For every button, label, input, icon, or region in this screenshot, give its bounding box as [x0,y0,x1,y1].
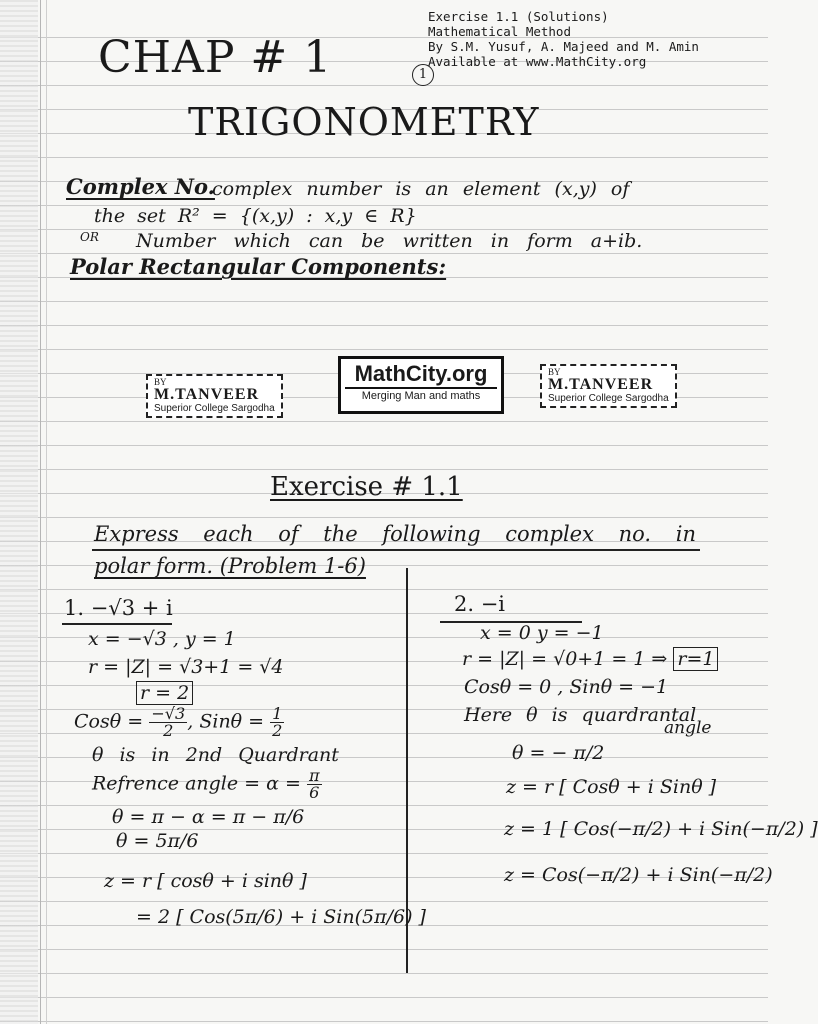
p1-line-10: = 2 [ Cos(5π/6) + i Sin(5π/6) ] [136,906,426,928]
complex-line-2: the set R² = {(x,y) : x,y ∈ R} [94,205,417,227]
stamp-left-by: BY [154,377,167,387]
p2-line-1: x = 0 y = −1 [480,622,604,644]
stamp-right-by: BY [548,367,561,377]
instruction-underline [92,549,700,551]
page-title: TRIGONOMETRY [188,100,540,144]
p2-line-8: z = Cos(−π/2) + i Sin(−π/2) [504,864,773,886]
page-number: 1 [412,64,434,86]
header-block [428,9,699,69]
p2-line-2 [462,648,718,670]
logo-tagline: Merging Man and maths [345,387,497,403]
p1-ref-label: Refrence angle = α = [92,772,307,795]
p1-line-2: r = |Z| = √3+1 = √4 [88,656,284,678]
stamp-left [146,374,283,418]
instruction-line-2: polar form. (Problem 1-6) [94,554,366,578]
p2-line-7: z = 1 [ Cos(−π/2) + i Sin(−π/2) ] [504,818,818,840]
p1-line-4 [74,706,284,739]
p1-ref-den: 6 [309,783,320,803]
stamp-right-college: Superior College Sargodha [548,393,669,404]
p2-line-4: Here θ is quardrantal [464,704,697,726]
p1-ref-num: π [308,766,320,785]
stamp-right-name: M.TANVEER [548,376,654,393]
p2-result-box: r=1 [673,647,718,671]
exercise-heading: Exercise # 1.1 [270,472,463,502]
p1-line-6 [92,768,322,801]
p2-line-3: Cosθ = 0 , Sinθ = −1 [464,676,669,698]
p1-line-1: x = −√3 , y = 1 [88,628,236,650]
problem-1-underline [62,623,172,625]
header-line-2: Mathematical Method [428,24,571,39]
stamp-right [540,364,677,408]
margin-line [40,0,41,1024]
p2-line-6: z = r [ Cosθ + i Sinθ ] [506,776,717,798]
p2-line-5: θ = − π/2 [512,742,605,764]
mathcity-logo [338,356,504,414]
p1-sin-den: 2 [272,721,283,741]
p1-line-8: θ = 5π/6 [116,830,199,852]
margin-line-inner [46,0,47,1024]
problem-1-label: 1. −√3 + i [64,596,173,620]
logo-title: MathCity.org [354,361,488,386]
p2-line-4b: angle [664,718,712,738]
chapter-title: CHAP # 1 [98,32,333,83]
p2-r-calc: r = |Z| = √0+1 = 1 ⇒ [462,648,668,670]
p1-result-box: r = 2 [136,681,193,705]
p1-cos-num: −√3 [151,704,186,723]
p1-line-9: z = r [ cosθ + i sinθ ] [104,870,307,892]
p1-cos-fraction [149,706,187,739]
p1-ref-fraction [307,768,322,801]
header-line-3: By S.M. Yusuf, A. Majeed and M. Amin [428,39,699,54]
p1-line-5: θ is in 2nd Quardrant [92,744,339,766]
p1-cos-label: Cosθ = [74,710,150,733]
p1-cos-den: 2 [163,721,174,741]
or-label: OR [80,230,99,244]
scan-shadow [0,0,38,1024]
complex-line-1: complex number is an element (x,y) of [212,178,630,200]
polar-heading: Polar Rectangular Components: [70,254,447,279]
stamp-left-college: Superior College Sargodha [154,403,275,414]
header-line-4: Available at www.MathCity.org [428,54,647,69]
stamp-left-name: M.TANVEER [154,386,260,403]
instruction-line-1: Express each of the following complex no. in [94,522,697,546]
p1-sin-fraction [270,706,284,739]
header-line-1: Exercise 1.1 (Solutions) [428,9,609,24]
p1-sin-label: , Sinθ = [187,710,271,733]
problem-2-label: 2. −i [454,592,506,616]
p1-line-7: θ = π − α = π − π/6 [112,806,305,828]
complex-line-3: Number which can be written in form a+ib. [136,230,643,252]
p1-sin-num: 1 [272,704,283,723]
complex-heading: Complex No. [66,174,215,199]
